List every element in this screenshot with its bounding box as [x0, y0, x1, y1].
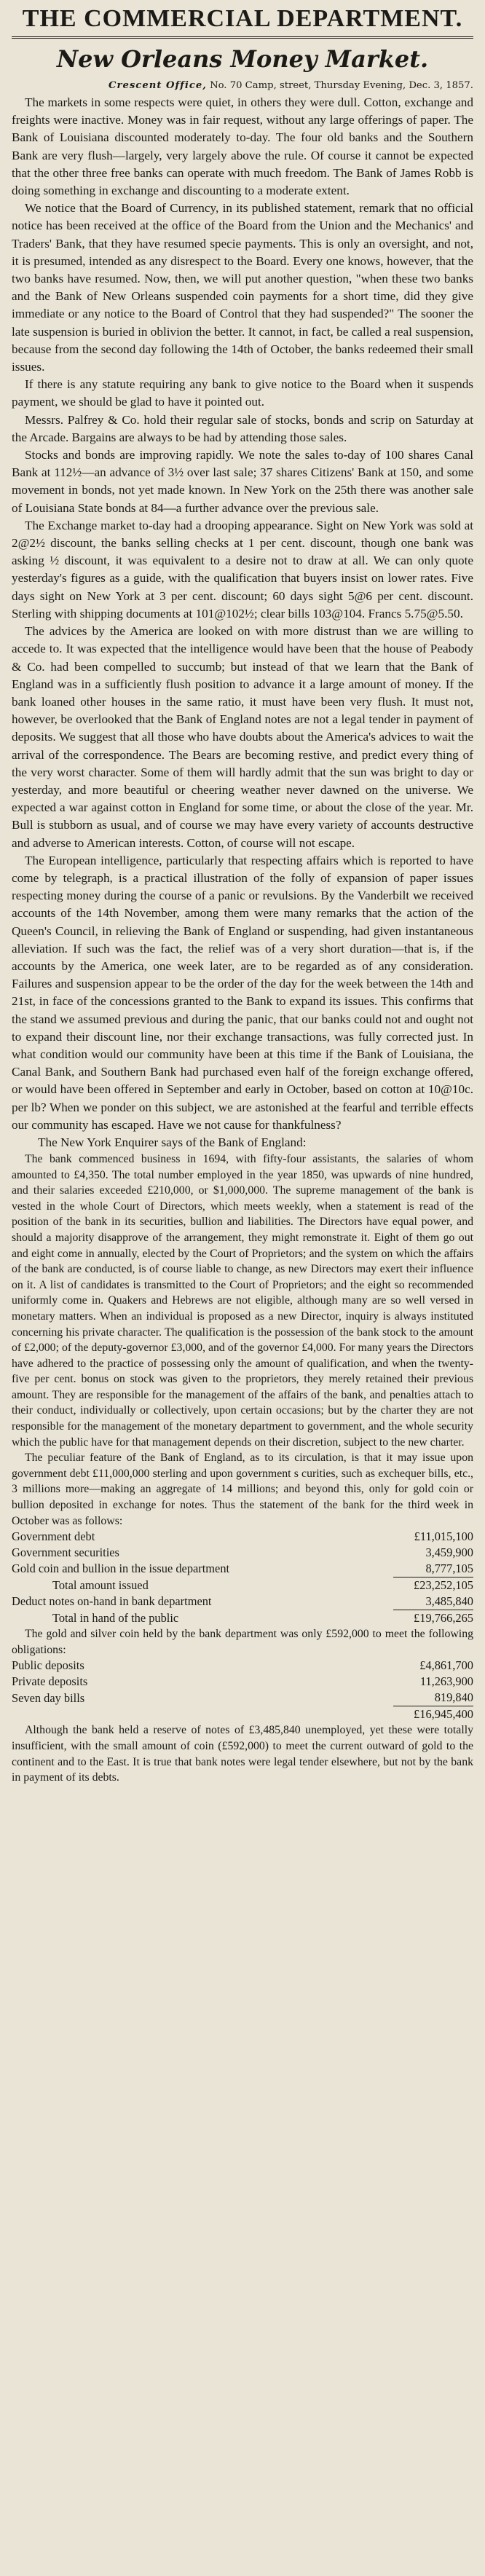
ledger-label: Government securities — [12, 1545, 119, 1560]
ledger-label: Deduct notes on-hand in bank department — [12, 1594, 212, 1609]
department-title: THE COMMERCIAL DEPARTMENT. — [22, 5, 463, 32]
ledger-value: 819,840 — [393, 1690, 473, 1706]
ledger-total-row — [12, 1577, 473, 1594]
title-rule — [12, 36, 473, 39]
ledger-value: 11,263,900 — [419, 1674, 473, 1689]
paragraph: We notice that the Board of Currency, in its published statement, remark that no official notice has been received at the office of the Board from the Union and the Mechanics' and Traders' Bank, that they have resumed specie payments. This is only an oversight, and not, it is presumed, intended as any disrespect to the Board. Every one knows, however, that the two banks have resumed. Now, then, we will put another question, "when these two banks and the Bank of New Orleans suspended coin payments for a short time, did they give immediate or any notice to the Board of Control that they had suspended?" The sooner the late suspension is buried in oblivion the better. It cannot, in fact, be called a real suspension, because from the second day following the 14th of October, the banks redeemed their small issues. — [12, 201, 473, 374]
paragraph: The Exchange market to-day had a drooping appearance. Sight on New York was sold at 2@2½ discount, the banks selling checks at 1 per cent. discount, though one bank was asking ½ discount, it was equivalent to a desire not to draw at all. We can only quote yesterday's figures as a guide, with the qualification that buyers insist on lower rates. Five days sight on New York at 3 per cent. discount; 60 days sight 5@6 per cent. discount. Sterling with shipping documents at 101@102½; clear bills 103@104. Francs 5.75@5.50. — [12, 518, 473, 621]
dateline — [12, 78, 473, 94]
ledger-label: Seven day bills — [12, 1690, 85, 1705]
ledger-row — [12, 1561, 473, 1577]
ledger-label: Public deposits — [12, 1658, 84, 1673]
issue-ledger — [12, 1529, 473, 1626]
paragraph: Stocks and bonds are improving rapidly. We note the sales to-day of 100 shares Canal Bank at 112½—an advance of 3½ over last sale; 37 shares Citizens' Bank at 150, and some movement in bonds, not yet made known. In New York on the 25th there was another sale of Louisiana State bonds at 84—a further advance over the previous sale. — [12, 448, 473, 515]
ledger-value: £19,766,265 — [414, 1611, 473, 1626]
ledger-value: £23,252,105 — [414, 1578, 473, 1593]
ledger-value: £16,945,400 — [414, 1707, 473, 1722]
ledger-label: Government debt — [12, 1529, 95, 1544]
paragraph: If there is any statute requiring any bank to give notice to the Board when it suspends payment, we should be glad to have it pointed out. — [12, 377, 473, 409]
ledger-value: £11,015,100 — [414, 1529, 473, 1544]
ledger-row — [12, 1529, 473, 1545]
ledger-label: Total amount issued — [52, 1577, 149, 1592]
ledger-value: £4,861,700 — [419, 1658, 473, 1673]
paragraph: Messrs. Palfrey & Co. hold their regular sale of stocks, bonds and scrip on Saturday at the Arcade. Bargains are always to be had by attending those sales. — [12, 412, 473, 444]
ledger-value: 3,485,840 — [393, 1594, 473, 1610]
paragraph: The European intelligence, particularly that respecting affairs which is reported to have come by telegraph, is a practical illustration of the folly of expansion of paper issues respecting money during the course of a panic or revulsions. By the Vanderbilt we received accounts of the 14th November, among them were many remarks that the action of the Queen's Council, in relieving the Bank of England or suspending, had given instantaneous alleviation. If such was the fact, the relief was of a very short duration—that is, if the accounts by the America, one week later, are to be regarded as of any consideration. Failures and suspension appear to be the order of the day for the week between the 14th and 21st, in face of the concessions granted to the Bank to expand its issues. This confirms that the stand we assumed previous and during the panic, that our banks could not and ought not to expand their discount line, nor their exchange transactions, was fully corrected just. In what condition would our community have been at this time if the Bank of Louisiana, the Canal Bank, and Southern Bank had purchased even half of the foreign exchange offered, or would have been offered in September and early in October, based on cotton at 10@10c. per lb? When we ponder on this subject, we are astonished at the fearful and terrible effects our community has escaped. Have we not cause for thankfulness? — [12, 853, 473, 1132]
ledger-total-row — [12, 1706, 473, 1723]
quote-intro: The New York Enquirer says of the Bank of England: — [38, 1135, 307, 1149]
paragraph: The markets in some respects were quiet, in others they were dull. Cotton, exchange and freights were inactive. Money was in fair request, without any large offerings of paper. The Bank of Louisiana discounted moderately to-day. The four old banks and the Southern Bank are very flush—largely, very largely above the rule. Of course it cannot be expected that the other three free banks can operate with much freedom. The Bank of James Robb is doing something in exchange and discounting to a moderate extent. — [12, 95, 473, 198]
dateline-address: No. 70 Camp, street, Thursday Evening, Dec. 3, 1857. — [210, 80, 473, 91]
ledger-label — [12, 1706, 393, 1723]
ledger-row — [12, 1594, 473, 1610]
closing-paragraph: Although the bank held a reserve of notes of £3,485,840 unemployed, yet these were totally insufficient, with the small amount of coin (£592,000) to meet the current outward of gold to the continent and to the East. It is true that bank notes were legal tender elsewhere, but not by the bank in payment of its debts. — [12, 1724, 473, 1784]
ledger-row — [12, 1690, 473, 1706]
ledger-label: Private deposits — [12, 1674, 88, 1689]
masthead: New Orleans Money Market. — [56, 45, 429, 73]
ledger-row — [12, 1674, 473, 1690]
quote-paragraph: The bank commenced business in 1694, with fifty-four assistants, the salaries of whom amounted to £4,350. The total number employed in the year 1850, was upwards of nine hundred, and their salaries exceeded £210,000, or $1,000,000. The supreme management of the bank is vested in the whole Court of Directors, which meets weekly, when a statement is read of the position of the bank in its securities, bullion and liabilities. The Directors have equal power, and should a majority disapprove of the arrangement, they might remonstrate it. Eight of them go out and eight come in annually, elected by the Court of Proprietors; and the system on which the affairs of the bank are conducted, is of course liable to change, as new Directors may exert their influence on it. A list of candidates is transmitted to the Court of Proprietors; and the eight so recommended uniformly come in. Quakers and Hebrews are not eligible, although many are so well versed in monetary matters. When an individual is proposed as a new Director, inquiry is always instituted concerning his private character. The qualification is the possession of the bank stock to the amount of £2,000; of the deputy-governor £3,000, and of the governor £4,000. For many years the Directors have adhered to the practice of possessing only the amount of qualification, and when the twenty-five per cent. bonus on stock was given to the proprietors, they merely retained their previous amount. They are responsible for the management of the affairs of the bank, and penalties attach to their conduct, individually or collectively, upon certain occasions; but by the charter they are not responsible for the management of the monetary department to government, and the whole security which the public have for that management depends on their discretion, subject to the new charter. — [12, 1152, 473, 1449]
ledger-value: 8,777,105 — [393, 1561, 473, 1577]
deposit-ledger — [12, 1658, 473, 1722]
dateline-office: Crescent Office, — [109, 80, 207, 91]
ledger-value: 3,459,900 — [425, 1545, 473, 1560]
ledger-total-row — [12, 1610, 473, 1627]
quote-paragraph: The peculiar feature of the Bank of England, as to its circulation, is that it may issue upon government debt £11,000,000 sterling and upon government s curities, such as exchequer bills, etc., 3 millions more—making an aggregate of 14 millions; and beyond this, only for gold coin or bullion deposited in exchange for notes. Thus the statement of the bank for the third week in October was as follows: — [12, 1452, 473, 1527]
ledger2-intro: The gold and silver coin held by the bank department was only £592,000 to meet the following obligations: — [12, 1628, 473, 1656]
ledger-row — [12, 1545, 473, 1561]
ledger-label: Total in hand of the public — [52, 1610, 179, 1625]
ledger-label: Gold coin and bullion in the issue department — [12, 1561, 230, 1576]
ledger-row — [12, 1658, 473, 1674]
paragraph: The advices by the America are looked on with more distrust than we are willing to accede to. It was expected that the intelligence would have been that the house of Peabody & Co. had been compelled to succumb; but instead of that we learn that the Bank of England was in a sufficiently flush position to advance it a large amount of money. If the bank loaned other houses in the same ratio, it must have been very flush. It must not, however, be overlooked that the Bank of England notes are not a legal tender in payment of deposits. We suggest that all those who have doubts about the America's advices to wait the arrival of the correspondence. The Bears are becoming restive, and predict every thing of the very worst character. Some of them will hardly admit that the sun was bright to day or yesterday, and more beautiful or cheering weather never dawned on the universe. We expected a war against cotton in England for some time, or about the close of the year. Mr. Bull is stubborn as usual, and of course we may have every variety of accounts destructive and adverse to American interests. Cotton, of course will not escape. — [12, 624, 473, 850]
